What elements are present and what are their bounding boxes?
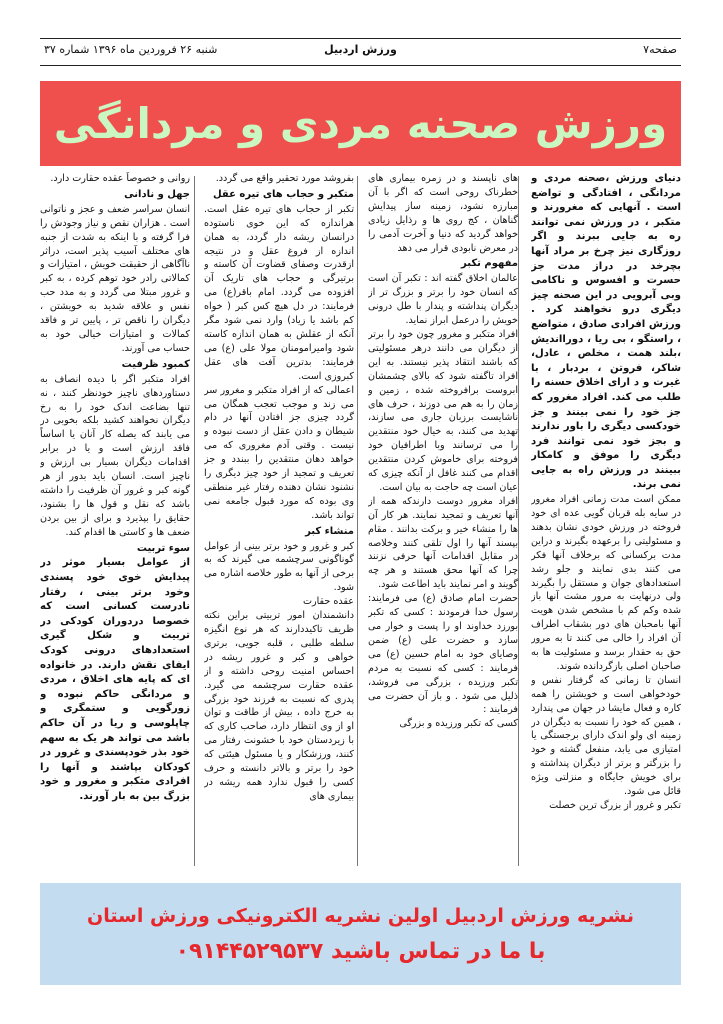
- paragraph: تکبر و غرور از بزرگ ترین خصلت: [549, 800, 681, 811]
- paragraph: انسان سراسر ضعف و عجز و ناتوانی است . هزاران نقص و نیاز وجودش را فرا گرفته و با اینکه به شدت از جنبه های مختلف آسیب پذیر است، دراثر ناآگاهی از حقیقت خویش ، امتیازات و کمالاتی رادر خود توهم کرده ، به کبر و غرور مبتلا می گردد و به مدد حب نفس و علاقه شدید به خویشتن ، دیگران را ناقص تر ، پایین تر و فاقد کمالات و امتیازات خیالی خود به حساب می آورند.: [40, 203, 190, 354]
- section-heading: سوء تربیت: [136, 542, 190, 554]
- issue-date: شنبه ۲۶ فروردین ماه ۱۳۹۶ شماره ۳۷: [44, 43, 218, 56]
- page-number: صفحه۷: [643, 43, 677, 56]
- paragraph: انسان تا زمانی که گرفتار نفس و خودخواهی است و خویشتن را همه کاره و فعال مایشا در جهان می پندارد ، همین که خود را نسبت به دیگران در زمینه ای ولو اندک دارای برجستگی یا امتیازی می یابد، منفعل گشته و خود را بزرگتر و برتر از دیگران پنداشته و برای خویش جایگاه و منزلتی ویژه قائل می شود.: [531, 674, 681, 798]
- article-column-1: [531, 172, 681, 880]
- paragraph: بفروشد مورد تحقیر واقع می گردد.: [215, 173, 354, 184]
- paragraph: افراد مغرور دوست دارندکه همه از آنها تعریف و تمجید نمایند. هر کار آن ها را منشاء خیر و برکت بدانند . مقام بپسند آنها را اول تلقی کنند وخلاصه در مقابل اقدامات آنها حرفی نزنند چرا که آنها محق هستند و هر چه گویند و امر نمایند باید اطاعت شود.: [368, 495, 518, 591]
- publication-name: ورزش اردبیل: [324, 43, 397, 56]
- paragraph: دنیای ورزش ،صحنه مردی و مردانگی ، افتادگی و تواضع است . آنهایی که مغرورند و متکبر ، در ورزش نمی توانند ره به جایی ببرند و اگر روزگاری نیز چرخ بر مراد آنها بچرخد در دراز مدت جز حسرت و افسوس و ناکامی وبی آبرویی در این صحنه چیز دیگری درو نخواهند کرد . ورزش افرادی صادق ، متواضع ، راستگو ، بی ریا ، دورااندیش ،بلند همت ، مخلص ، عادل، شاکر، فروتن ، بردبار ، با غیرت و د ارای اخلاق حسنه را طلب می کند. افراد مغرور که جز خود را نمی بینند و جز خودکسی دیگری را باور ندارند و بجز خود نمی توانند فرد دیگری را موفق و کامکار ببینند در ورزش راه به جایی نمی برند.: [531, 173, 681, 491]
- column-divider: [518, 176, 519, 866]
- paragraph: از عوامل بسیار موثر در پیدایش خوی خود پسندی وخود برتر بینی ، رفتار نادرست کسانی است که خصوصا دردوران کودکی در تربیت و شکل گیری استعدادهای درونی کودک ایفای نقش دارند. در خانواده ای که پایه های اخلاق ، مردی و مردانگی حاکم نبوده و زورگویی و ستمگری و چاپلوسی و ریا در آن حاکم باشد می تواند هر یک به سهم خود بذر خودپسندی و غرور در کودکان بپاشند و آنها را افرادی متکبر و مغرور و خود بزرگ بین به بار آورند.: [40, 557, 190, 802]
- footer-tagline: نشریه ورزش اردبیل اولین نشریه الکترونیکی ورزش استان: [87, 904, 634, 927]
- page-title: ورزش صحنه مردی و مردانگی: [53, 99, 668, 148]
- footer-banner: [40, 883, 681, 985]
- article-column-4: [40, 172, 190, 880]
- page-header: [40, 38, 681, 66]
- article-body: [40, 172, 681, 880]
- paragraph: حضرت امام صادق (ع) می فرمایند: رسول خدا فرمودند : کسی که تکبر بورزد خداوند او را پست و خوار می سازد و حضرت علی (ع) ضمن وصایای خود به امام حسین (ع) می فرمایند : کسی که نسبت به مردم تکبر ورزیده ، بزرگی می فروشد، ذلیل می شود . و باز آن حضرت می فرمایند :: [368, 593, 518, 716]
- section-heading: جهل و نادانی: [124, 188, 190, 200]
- paragraph: افراد متکبر و مغرور چون خود را برتر از دیگران می دانند درهر مسئولیتی که باشند انتقاد پذیر نیستند. به این افراد تاگفته شود که بالای چشمشان ابروست برافروخته شده ، زمین و زمان را به هم می دوزند ، حرف های ناشایست برزبان جاری می سازند، تهدید می کنند، به خیال خود منتقدین را می ترسانند وبا اطرافیان خود فروخته برای خاموش کردن منتقدین اقدام می کنند غافل از آنکه چیزی که عیان است چه حاجت به بیان است.: [368, 328, 518, 493]
- paragraph: های ناپسند و در زمره بیماری های خطرناک روحی است که اگر با آن مبارزه نشود، زمینه ساز پیدایش گناهان ، کج روی ها و رذایل زیادی خواهد گردید که دنیا و آخرت آدمی را در معرض نابودی قرار می دهد: [368, 173, 518, 254]
- paragraph: روانی و خصوصاً عقده حقارت دارد.: [50, 173, 190, 184]
- section-heading: متکبر و حجاب های تیره عقل: [212, 188, 354, 200]
- paragraph: عقده حقارت: [302, 596, 354, 608]
- paragraph: ممکن است مدت زمانی افراد مغرور در سایه بله قربان گویی عده ای خود فروخته در ورزش خودی نشان بدهند و مسئولیتی را برعهده بگیرند و دراین مدت برکسانی که برخلاف آنها فکر می کنند بدی نمایند و جلو رشد استعدادهای جوان و مستقل را بگیرند ولی درنهایت به مرور مشت آنها باز شده وکم کم با مشخص شدن هویت آنها بامحبان های دور بشقاب اطراف آن افراد را خالی می کنند تا به مرور حق به حقدار برسد و مسئولیت ها به صاحبان اصلی بازگردانده شوند.: [531, 494, 681, 672]
- article-column-3: [204, 172, 354, 880]
- paragraph: افراد متکبر اگر با دیده انصاف به دستاوردهای ناچیز خودنظر کنند ، نه تنها بضاعت اندک خود را به رخ دیگران نخواهند کشید بلکه بخوبی در می یابند که یصله کار آنان یا اساساً فاقد ارزش است و یا در برابر اقدامات دیگران بسیار بی ارزش و ناچیز است. انسان باید بدور از هر گونه کبر و غرور آن ظرفیت را داشته باشد که نقل و قول ها را بشنود، حقایق را بپذیرد و برای از بین بردن ضعف ها و کاستی ها اقدام کند.: [40, 373, 190, 538]
- article-column-2: [368, 172, 518, 880]
- paragraph: اعمالی که از افراد متکبر و مغرور سر می زند و موجب تعجب همگان می گردد چیزی جز افتادن آنها در دام شیطان و دادن عقل از دست نبوده و نیست . وقتی آدم مغروری که می خواهد دهان منتقدین را ببندد و جز تعریف و تمجید از خود چیز دیگری را نشنود نشان دهنده رفتار غیر منطقی وی بوده که مورد قبول جامعه نمی تواند باشد.: [204, 384, 354, 521]
- paragraph: کبر و غرور و خود برتر بینی از عوامل گوناگونی سرچشمه می گیرند که به برخی از آنها به طور خلاصه اشاره می شود.: [204, 540, 354, 594]
- paragraph: دانشمندان امور تربیتی براین نکته ظریف تاکیددارند که هر نوع انگیزه سلطه طلبی ، قلبه جویی، برتری خواهی و کبر و غرور ریشه در احساس امنیت روحی داشته و از عقده حقارت سرچشمه می گیرد. پدری که نسبت به فرزند خود بزرگی به خرج داده ، بیش از طاقت و توان او از وی انتظار دارد، صاحب کاری که با زیردستان خود با خشونت رفتار می کنند، ورزشکار و یا مسئول هیئتی که خود را برتر و بالاتر دانسته و حرف کسی را قبول ندارد همه ریشه در بیماری های: [204, 610, 354, 802]
- section-heading: مفهوم تکبر: [461, 258, 518, 270]
- section-heading: کمبود ظرفیت: [121, 358, 190, 370]
- section-heading: منشاء کبر: [305, 525, 354, 537]
- paragraph: کسی که تکبر ورزیده و بزرگی: [399, 718, 518, 730]
- paragraph: عالمان اخلاق گفته اند : تکبر آن است که انسان خود را برتر و بزرگ تر از دیگران پنداشته و پندار با طل درونی خویش را درعمل ابراز نماید.: [368, 273, 518, 327]
- column-divider: [194, 176, 195, 866]
- column-divider: [357, 176, 358, 866]
- footer-contact: با ما در تماس باشید ۰۹۱۴۴۵۲۹۵۳۷: [175, 938, 546, 964]
- title-banner: [40, 81, 681, 166]
- paragraph: تکبر از حجاب های تیره عقل است. هراندازه که این خوی ناستوده درانسان ریشه دار گردد، به همان اندازه از فروغ عقل و در نتیجه ازقدرت وصفای قضاوت آن کاسته و برتیرگی و حجاب های تاریک آن افزوده می گردد. امام باقر(ع) می فرمایند: در دل هیچ کس کبر ( خواه کم باشد یا زیاد) وارد نمی شود مگر آنکه از عقلش به همان اندازه کاسته شود وامیرامومنان مولا علی (ع) می فرمایند: بدترین آفت های عقل کبروزی است.: [204, 203, 354, 382]
